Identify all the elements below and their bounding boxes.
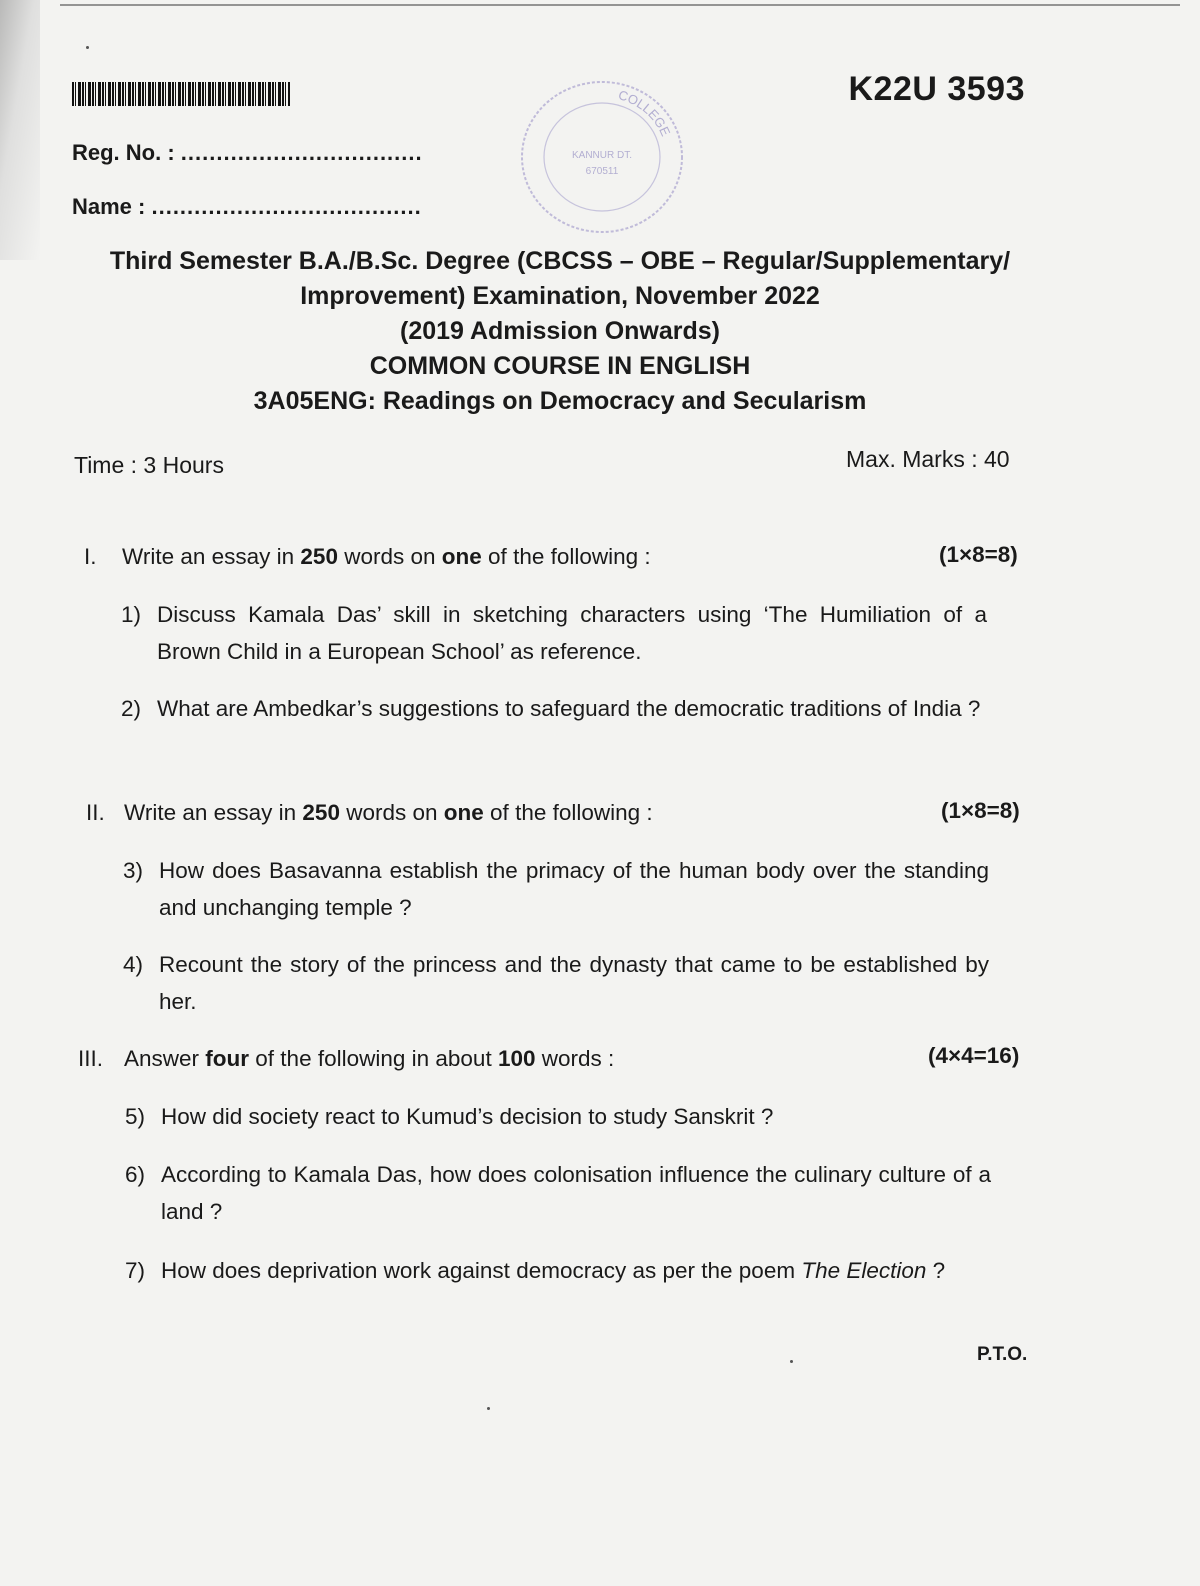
question-7-text-end: ? <box>926 1258 946 1283</box>
name-field <box>72 194 422 220</box>
section-1-marks: (1×8=8) <box>939 542 1018 567</box>
question-2 <box>121 690 987 727</box>
exam-time: Time : 3 Hours <box>74 452 224 478</box>
name-label: Name : <box>72 194 146 219</box>
question-1-text: Discuss Kamala Das’ skill in sketching characters using ‘The Humiliation of a Brown Child in a European School’ as reference. <box>157 602 987 664</box>
question-5-text: How did society react to Kumud’s decision to study Sanskrit ? <box>161 1104 774 1129</box>
exam-title <box>60 244 1060 419</box>
question-3 <box>123 852 989 926</box>
section-1-heading: I. Write an essay in 250 words on one of the following : <box>84 544 651 569</box>
section-3-numeral: III. <box>78 1046 104 1071</box>
question-3-text: How does Basavanna establish the primacy of the human body over the standing and unchanging temple ? <box>159 858 989 920</box>
section-2-numeral: II. <box>86 800 105 825</box>
scan-left-fold <box>0 0 40 260</box>
section-1-numeral: I. <box>84 544 97 569</box>
section-3-marks: (4×4=16) <box>928 1043 1020 1068</box>
stamp-ring-text: COLLEGE <box>616 87 674 139</box>
question-7-number: 7) <box>125 1258 146 1283</box>
question-4-number: 4) <box>123 952 144 977</box>
question-4 <box>123 946 989 1020</box>
stamp-center-line2: 670511 <box>585 166 619 177</box>
name-dots: ...................................... <box>151 194 422 219</box>
question-1 <box>121 596 987 670</box>
question-2-number: 2) <box>121 696 142 721</box>
title-line-3: (2019 Admission Onwards) <box>400 317 720 345</box>
question-6 <box>125 1156 991 1230</box>
college-seal-stamp <box>518 78 686 236</box>
barcode <box>72 82 290 106</box>
reg-no-field <box>72 140 423 166</box>
section-2-marks: (1×8=8) <box>941 798 1020 823</box>
question-3-number: 3) <box>123 858 144 883</box>
please-turn-over: P.T.O. <box>977 1344 1028 1365</box>
title-line-4: COMMON COURSE IN ENGLISH <box>369 352 751 380</box>
section-2-heading: II. Write an essay in 250 words on one of the following : <box>86 800 653 825</box>
reg-no-dots: .................................. <box>180 140 423 165</box>
scan-speck <box>86 46 89 49</box>
scan-speck <box>790 1360 793 1363</box>
question-5-number: 5) <box>125 1104 146 1129</box>
question-2-text: What are Ambedkar’s suggestions to safeguard the democratic traditions of India ? <box>157 696 981 721</box>
scan-speck <box>487 1407 490 1410</box>
question-5 <box>125 1098 991 1135</box>
title-line-2: Improvement) Examination, November 2022 <box>300 282 820 310</box>
question-7 <box>125 1252 991 1289</box>
scan-top-edge <box>60 4 1180 6</box>
poem-title: The Election <box>801 1258 927 1283</box>
stamp-center-line1: KANNUR DT. <box>571 150 633 161</box>
paper-code: K22U 3593 <box>848 70 1025 108</box>
reg-no-label: Reg. No. : <box>72 140 175 165</box>
max-marks: Max. Marks : 40 <box>846 446 1010 472</box>
section-3-heading: III. Answer four of the following in about 100 words : <box>78 1046 615 1071</box>
question-4-text: Recount the story of the princess and the dynasty that came to be established by her. <box>159 952 989 1014</box>
title-line-1: Third Semester B.A./B.Sc. Degree (CBCSS – OBE – Regular/Supplementary/ <box>109 247 1011 275</box>
question-6-text: According to Kamala Das, how does colonisation influence the culinary culture of a land ? <box>161 1162 991 1224</box>
question-6-number: 6) <box>125 1162 146 1187</box>
question-7-text-start: How does deprivation work against democracy as per the poem <box>161 1258 802 1283</box>
question-1-number: 1) <box>121 602 142 627</box>
title-line-5: 3A05ENG: Readings on Democracy and Secularism <box>253 387 867 415</box>
